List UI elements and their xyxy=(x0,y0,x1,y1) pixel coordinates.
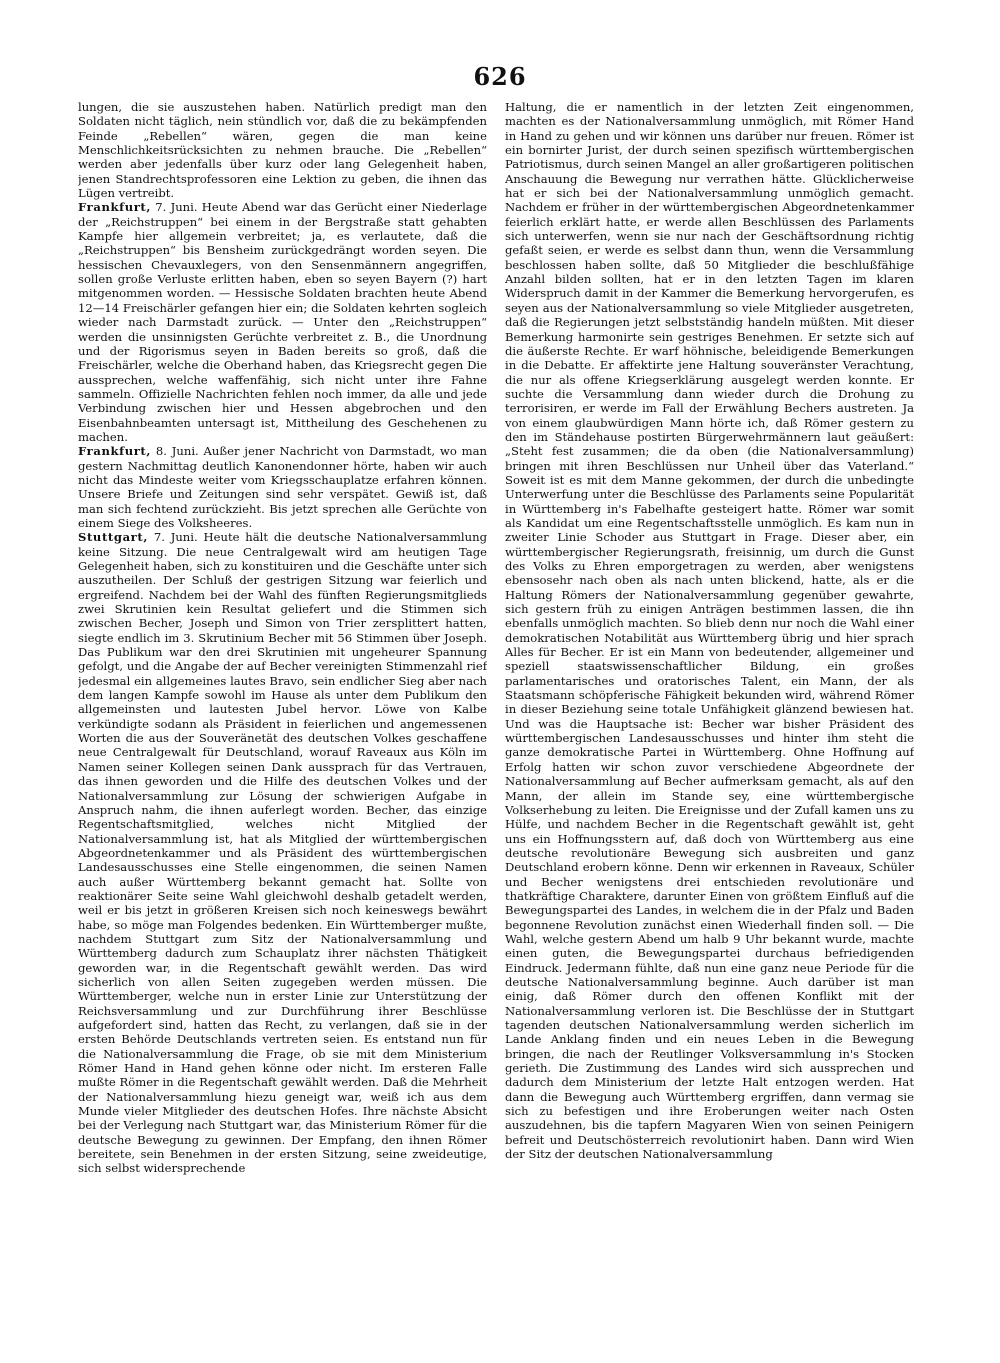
article-text: Heute hält die deutsche Nationalversammlung keine Sitzung. Die neue Centralgewalt wird am heutigen Tage Gelegenheit haben, sich zu konstituiren und die Geschäfte unter sich auszutheilen. Der Schluß der gestrigen Sitzung war feierlich und ergreifend. Nachdem bei der Wahl des fünften Regierungsmitglieds zwei Skrutinien kein Resultat geliefert und die Stimmen sich zwischen Becher, Joseph und Simon von Trier zersplittert hatten, siegte endlich im 3. Skrutinium Becher mit 56 Stimmen über Joseph. Das Publikum war den drei Skrutinien mit ungeheurer Spannung gefolgt, und die Angabe der auf Becher vereinigten Stimmenzahl rief jedesmal ein allgemeines lautes Bravo, sein endlicher Sieg aber nach dem langen Kampfe sowohl im Hause als unter dem Publikum den allgemeinsten und lautesten Jubel hervor. Löwe von Kalbe verkündigte sodann als Präsident in feierlichen und angemessenen Worten die aus der Souveränetät des deutschen Volkes geschaffene neue Centralgewalt für Deutschland, worauf Raveaux aus Köln im Namen seiner Kollegen seinen Dank aussprach für das Vertrauen, das ihnen geworden und die Hilfe des deutschen Volkes und der Nationalversammlung zur Lösung der schwierigen Aufgabe in Anspruch nahm, die ihnen auferlegt worden. Becher, das einzige Regentschaftsmitglied, welches nicht Mitglied der Nationalversammlung ist, hat als Mitglied der württembergischen Abgeordnetenkammer und als Präsident des württembergischen Landesausschusses eine Stelle eingenommen, die seinen Namen auch außer Württemberg bekannt gemacht hat. Sollte von reaktionärer Seite seine Wahl gleichwohl deshalb getadelt werden, weil er bis jetzt in größeren Kreisen sich noch keineswegs bewährt habe, so möge man Folgendes bedenken. Ein Württemberger mußte, nachdem Stuttgart zum Sitz der Nationalversammlung und Württemberg dadurch zum Schauplatz ihrer nächsten Thätigkeit geworden war, in die Regentschaft gewählt werden. Das wird sicherlich von allen Seiten zugegeben werden müssen. Die Württemberger, welche nun in erster Linie zur Unterstützung der Reichsversammlung und zur Durchführung ihrer Beschlüsse aufgefordert sind, hatten das Recht, zu verlangen, daß sie in der ersten Behörde Deutschlands vertreten seien. Es entstand nun für die Nationalversammlung die Frage, ob sie mit dem Ministerium Römer Hand in Hand gehen könne oder nicht. Im ersteren Falle mußte Römer in die Regentschaft gewählt werden. Daß die Mehrheit der Nationalversammlung hiezu geneigt war, weiß ich aus dem Munde vieler Mitglieder des deutschen Hofes. Ihre nächste Absicht bei der Verlegung nach Stuttgart war, das Ministerium Römer für die deutsche Bewegung zu gewinnen. Der Empfang, den ihnen Römer bereitete, sein Benehmen in der ersten Sitzung, seine zweideutige, sich selbst widersprechende xyxy=(78,530,487,1176)
right-column xyxy=(505,100,914,1293)
article-date: 7. Juni. xyxy=(151,200,202,215)
article-text: Außer jener Nachricht von Darmstadt, wo man gestern Nachmittag deutlich Kanonendonner hörte, haben wir auch nicht das Mindeste weiter vom Kriegsschauplatze erfahren können. Unsere Briefe und Zeitungen sind sehr verspätet. Gewiß ist, daß man sich fechtend zurückzieht. Bis jetzt sprechen alle Gerüchte von einem Siege des Volksheeres. xyxy=(78,444,487,530)
text-columns xyxy=(78,100,914,1293)
article-paragraph xyxy=(78,100,487,200)
dateline: Stuttgart, xyxy=(78,530,148,545)
dateline: Frankfurt, xyxy=(78,444,152,459)
article-date: 8. Juni. xyxy=(151,444,204,459)
dated-article xyxy=(78,530,487,1175)
article-text: lungen, die sie auszustehen haben. Natürlich predigt man den Soldaten nicht täglich, nein stündlich vor, daß die zu bekämpfenden Feinde „Rebellen“ wären, gegen die man keine Menschlichkeitsrücksichten zu nehmen brauche. Die „Rebellen“ werden aber jedenfalls über kurz oder lang Gelegenheit haben, jenen Standrechtsprofessoren eine Lektion zu geben, die ihnen das Lügen vertreibt. xyxy=(78,100,487,201)
article-paragraph xyxy=(505,100,914,1161)
article-text: Heute Abend war das Gerücht einer Niederlage der „Reichstruppen“ bei einem in der Bergstraße statt gehabten Kampfe hier allgemein verbreitet; ja, es verlautete, daß die „Reichstruppen“ bis Bensheim zurückgedrängt worden seyen. Die hessischen Chevauxlegers, von den Sensenmännern angegriffen, sollen große Verluste erlitten haben, eben so seyen Bayern (?) hart mitgenommen worden. — Hessische Soldaten brachten heute Abend 12—14 Freischärler gefangen hier ein; die Soldaten kehrten sogleich wieder nach Darmstadt zurück. — Unter den „Reichstruppen“ werden die unsinnigsten Gerüchte verbreitet z. B., die Unordnung und der Rigorismus seyen in Baden bereits so groß, daß die Freischärler, welche die Oberhand haben, das Kriegsrecht gegen Die aussprechen, welche waffenfähig, sich nicht unter ihre Fahne sammeln. Offizielle Nachrichten fehlen noch immer, da alle und jede Verbindung zwischen hier und Hessen abgebrochen und den Eisenbahnbeamten untersagt ist, Mittheilung des Geschehenen zu machen. xyxy=(78,200,487,444)
dated-article xyxy=(78,444,487,530)
article-text: Haltung, die er namentlich in der letzten Zeit eingenommen, machten es der Nationalversammlung unmöglich, mit Römer Hand in Hand zu gehen und wir können uns darüber nur freuen. Römer ist ein bornirter Jurist, der durch seinen spezifisch württembergischen Patriotismus, durch seinen Mangel an aller großartigeren politischen Anschauung die Bewegung nur verrathen hätte. Glücklicherweise hat er sich bei der Nationalversammlung unmöglich gemacht. Nachdem er früher in der württembergischen Abgeordnetenkammer feierlich erklärt hatte, er werde allen Beschlüssen des Parlaments sich unterwerfen, wenn sie nur nach der Geschäftsordnung richtig gefaßt seien, er werde es selbst dann thun, wenn die Versammlung beschlossen haben sollte, daß 50 Mitglieder die beschlußfähige Anzahl bilden sollten, hat er in den letzten Tagen im klaren Widerspruch damit in der Kammer die Bemerkung hervorgerufen, es seyen aus der Nationalversammlung so viele Mitglieder ausgetreten, daß die Regierungen jetzt selbstständig handeln müßten. Mit dieser Bemerkung harmonirte sein gestriges Benehmen. Er setzte sich auf die äußerste Rechte. Er warf höhnische, beleidigende Bemerkungen in die Debatte. Er affektirte jene Haltung souveränster Verachtung, die nur als offene Kriegserklärung ausgelegt werden konnte. Er suchte die Versammlung dann wieder durch die Drohung zu terrorisiren, er werde im Fall der Erwählung Bechers austreten. Ja von einem glaubwürdigen Mann hörte ich, daß Römer gestern zu den im Ständehause postirten Bürgerwehrmännern laut geäußert: „Steht fest zusammen; die da oben (die Nationalversammlung) bringen mit ihren Beschlüssen nur Unheil über das Vaterland.“ Soweit ist es mit dem Manne gekommen, der durch die unbedingte Unterwerfung unter die Beschlüsse des Parlaments seine Popularität in Württemberg in's Fabelhafte gesteigert hatte. Römer war somit als Kandidat um eine Regentschaftsstelle unmöglich. Es kam nun in zweiter Linie Schoder aus Stuttgart in Frage. Dieser aber, ein württembergischer Regierungsrath, freisinnig, um durch die Gunst des Volks zu Ehren emporgetragen zu werden, aber wenigstens ebensosehr nach oben als nach unten blickend, hatte, als er die Haltung Römers der Nationalversammlung gegenüber gewahrte, sich gestern früh zu einigen Anträgen bestimmen lassen, die ihn ebenfalls unmöglich machten. So blieb denn nur noch die Wahl einer demokratischen Notabilität aus Württemberg übrig und hier sprach Alles für Becher. Er ist ein Mann von bedeutender, allgemeiner und speziell staatswissenschaftlicher Bildung, ein großes parlamentarisches und oratorisches Talent, ein Mann, der als Staatsmann schöpferische Fähigkeit bekunden wird, während Römer in dieser Beziehung seine totale Unfähigkeit glänzend bewiesen hat. Und was die Hauptsache ist: Becher war bisher Präsident des württembergischen Landesausschusses und hinter ihm steht die ganze demokratische Partei in Württemberg. Ohne Hoffnung auf Erfolg hatten wir schon zuvor verschiedene Abgeordnete der Nationalversammlung auf Becher aufmerksam gemacht, als auf den Mann, der allein im Stande sey, eine württembergische Volkserhebung zu leiten. Die Ereignisse und der Zufall kamen uns zu Hülfe, und nachdem Becher in die Regentschaft gewählt ist, geht uns ein Hoffnungsstern auf, daß doch von Württemberg aus eine deutsche revolutionäre Bewegung sich ausbreiten und ganz Deutschland erobern könne. Denn wir erkennen in Raveaux, Schüler und Becher wenigstens drei entschieden revolutionäre und thatkräftige Charaktere, darunter Einen von größtem Einfluß auf die Bewegungspartei des Landes, in welchem die in der Pfalz und Baden begonnene Revolution zunächst einen Wiederhall finden soll. — Die Wahl, welche gestern Abend um halb 9 Uhr bekannt wurde, machte einen guten, die Bewegungspartei durchaus befriedigenden Eindruck. Jedermann fühlte, daß nun eine ganz neue Periode für die deutsche Nationalversammlung beginne. Auch darüber ist man einig, daß Römer durch den offenen Konflikt mit der Nationalversammlung verloren ist. Die Beschlüsse der in Stuttgart tagenden deutschen Nationalversammlung werden sicherlich im Lande Anklang finden und ein neues Leben in die Bewegung bringen, die nach der Reutlinger Volksversammlung in's Stocken gerieth. Die Zustimmung des Landes wird sich aussprechen und dadurch dem Ministerium der letzte Halt entzogen werden. Hat dann die Bewegung auch Württemberg ergriffen, dann vermag sie sich zu befestigen und ihre Eroberungen weiter nach Osten auszudehnen, bis die tapfern Magyaren Wien von seinen Peinigern befreit und Deutschösterreich revolutionirt haben. Dann wird Wien der Sitz der deutschen Nationalversammlung xyxy=(505,100,914,1162)
page-number: 626 xyxy=(473,62,527,91)
article-date: 7. Juni. xyxy=(148,530,204,545)
dated-article xyxy=(78,200,487,444)
left-column xyxy=(78,100,487,1293)
dateline: Frankfurt, xyxy=(78,200,152,215)
